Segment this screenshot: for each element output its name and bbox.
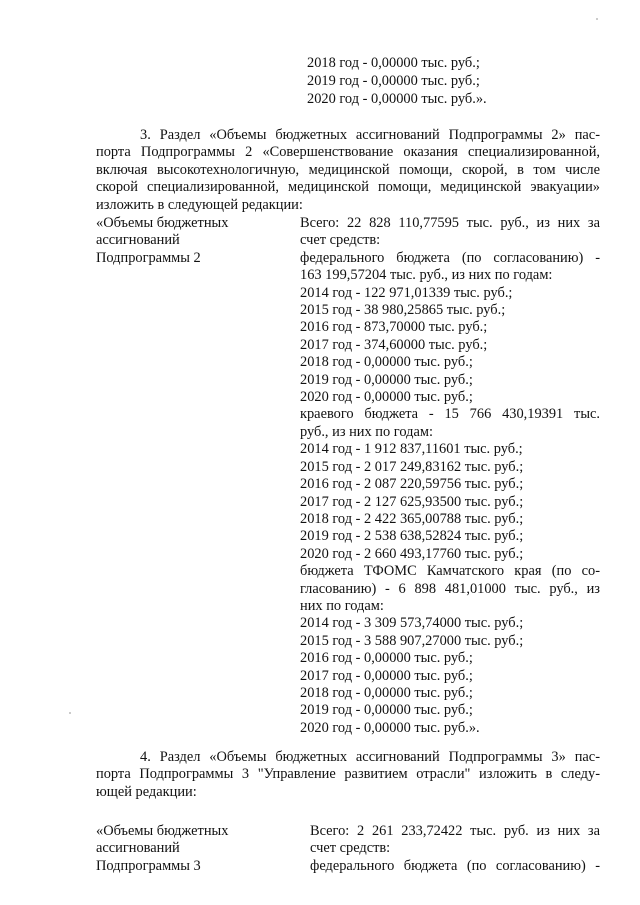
section-4-paragraph bbox=[96, 749, 600, 801]
content-line: счет средств: bbox=[300, 232, 381, 249]
content-line: 2014 год - 3 309 573,74000 тыс. руб.; bbox=[300, 615, 524, 632]
content-line: 2016 год - 0,00000 тыс. руб.; bbox=[300, 650, 473, 667]
paragraph-line: порта Подпрограммы 3 "Управление развитием отрасли" изложить в следу- bbox=[96, 766, 600, 783]
label-line: Подпрограммы 3 bbox=[96, 857, 201, 874]
content-line: 2018 год - 0,00000 тыс. руб.; bbox=[300, 354, 473, 371]
label-line: «Объемы бюджетных bbox=[96, 215, 229, 231]
scan-mark bbox=[69, 712, 71, 714]
paragraph-line: включая высокотехнологичную, медицинской помощи, скорой, в том числе bbox=[96, 161, 600, 178]
paragraph-line: скорой специализированной, медицинской помощи, медицинской эвакуации» bbox=[96, 179, 600, 196]
top-list-line: 2019 год - 0,00000 тыс. руб.; bbox=[307, 73, 480, 89]
label-line: ассигнований bbox=[96, 232, 180, 249]
content-line: 2015 год - 38 980,25865 тыс. руб.; bbox=[300, 302, 506, 319]
content-line: 2014 год - 122 971,01339 тыс. руб.; bbox=[300, 284, 513, 301]
content-line: краевого бюджета - 15 766 430,19391 тыс. bbox=[300, 406, 600, 423]
content-line: 2019 год - 0,00000 тыс. руб.; bbox=[300, 702, 473, 719]
section-3-paragraph bbox=[96, 127, 600, 214]
content-line: 2018 год - 2 422 365,00788 тыс. руб.; bbox=[300, 510, 524, 527]
content-line: 2020 год - 0,00000 тыс. руб.; bbox=[300, 389, 473, 406]
content-line: 2016 год - 2 087 220,59756 тыс. руб.; bbox=[300, 476, 524, 493]
content-line: 2015 год - 2 017 249,83162 тыс. руб.; bbox=[300, 458, 524, 475]
content-line: гласованию) - 6 898 481,01000 тыс. руб., из bbox=[300, 580, 600, 597]
content-line: 2019 год - 0,00000 тыс. руб.; bbox=[300, 371, 473, 388]
scan-mark bbox=[596, 18, 598, 20]
content-line: руб., из них по годам: bbox=[300, 423, 433, 440]
content-line: бюджета ТФОМС Камчатского края (по со- bbox=[300, 563, 600, 580]
content-line: 2016 год - 873,70000 тыс. руб.; bbox=[300, 319, 488, 336]
top-list-line: 2018 год - 0,00000 тыс. руб.; bbox=[307, 55, 480, 71]
content-line: Всего: 2 261 233,72422 тыс. руб. из них за bbox=[310, 823, 600, 839]
content-line: Всего: 22 828 110,77595 тыс. руб., из них за bbox=[300, 215, 600, 231]
label-line: Подпрограммы 2 bbox=[96, 249, 201, 266]
content-line: 2017 год - 0,00000 тыс. руб.; bbox=[300, 667, 473, 684]
paragraph-line: порта Подпрограммы 2 «Совершенствование оказания специализированной, bbox=[96, 144, 600, 161]
paragraph-line: ющей редакции: bbox=[96, 783, 197, 800]
content-line: 2017 год - 2 127 625,93500 тыс. руб.; bbox=[300, 493, 524, 510]
content-line: счет средств: bbox=[310, 840, 391, 857]
content-line: 2019 год - 2 538 638,52824 тыс. руб.; bbox=[300, 528, 524, 545]
content-line: 2020 год - 0,00000 тыс. руб.». bbox=[300, 719, 480, 736]
section-3-content bbox=[300, 215, 600, 737]
content-line: федерального бюджета (по согласованию) - bbox=[300, 249, 600, 266]
section-3-label bbox=[96, 215, 228, 267]
content-line: 2018 год - 0,00000 тыс. руб.; bbox=[300, 684, 473, 701]
content-line: 2014 год - 1 912 837,11601 тыс. руб.; bbox=[300, 441, 523, 458]
top-list-line: 2020 год - 0,00000 тыс. руб.». bbox=[307, 91, 487, 107]
content-line: 2017 год - 374,60000 тыс. руб.; bbox=[300, 336, 488, 353]
content-line: 163 199,57204 тыс. руб., из них по годам: bbox=[300, 267, 553, 284]
label-line: ассигнований bbox=[96, 840, 180, 857]
paragraph-line: 3. Раздел «Объемы бюджетных ассигнований Подпрограммы 2» пас- bbox=[140, 127, 600, 143]
content-line: 2020 год - 2 660 493,17760 тыс. руб.; bbox=[300, 545, 524, 562]
content-line: федерального бюджета (по согласованию) - bbox=[310, 857, 600, 874]
paragraph-line: изложить в следующей редакции: bbox=[96, 196, 303, 213]
section-4-label bbox=[96, 823, 228, 875]
content-line: них по годам: bbox=[300, 597, 384, 614]
paragraph-line: 4. Раздел «Объемы бюджетных ассигнований Подпрограммы 3» пас- bbox=[140, 749, 600, 765]
content-line: 2015 год - 3 588 907,27000 тыс. руб.; bbox=[300, 632, 524, 649]
section-4-content bbox=[310, 823, 600, 875]
label-line: «Объемы бюджетных bbox=[96, 823, 229, 839]
